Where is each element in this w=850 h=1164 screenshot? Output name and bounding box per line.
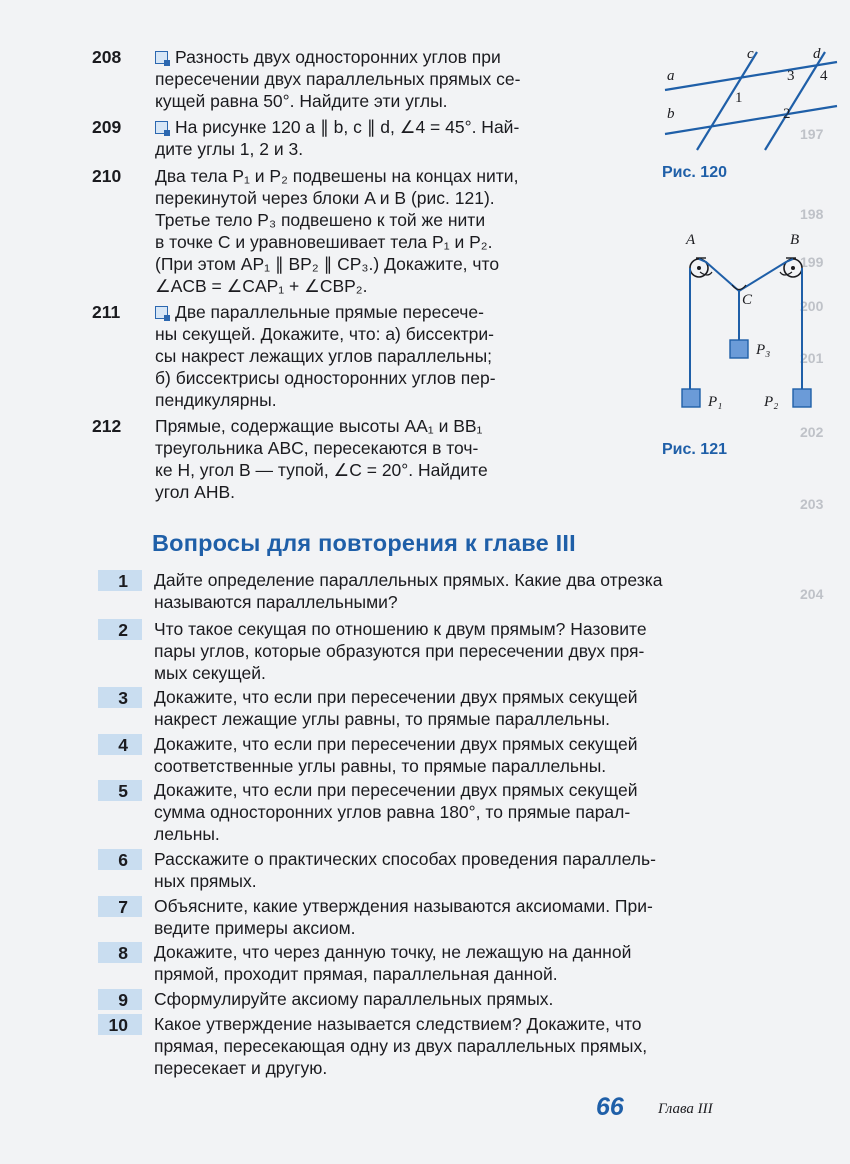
label-c: c: [747, 46, 754, 62]
chapter-label: Глава III: [658, 1101, 713, 1117]
label-C: C: [742, 292, 753, 308]
question-text: Дайте определение параллельных прямых. Какие два отрезка называются параллельными?: [154, 570, 663, 612]
exercise-marker-icon: [155, 306, 168, 319]
problem-text: Два тела P₁ и P₂ подвешены на концах нити, перекинутой через блоки A и B (рис. 121). Третье тело P₃ подвешено к той же нити в точке C и уравновешивает тела P₁ и P₂. (При этом AP₁ ∥ BP₂ ∥ CP₃.) Докажите, что ∠ACB = ∠CAP₁ + ∠CBP₂.: [155, 166, 519, 296]
question-number: 2: [98, 619, 142, 640]
figure-120-caption: Рис. 120: [662, 164, 727, 181]
question-text: Докажите, что если при пересечении двух прямых секущей сумма односторонних углов равна 180°, то прямые парал- лельны.: [154, 780, 638, 844]
line-b: [665, 106, 837, 134]
line-c: [697, 52, 757, 150]
bleed-through-number: 199: [800, 254, 824, 270]
problem-text: На рисунке 120 a ∥ b, c ∥ d, ∠4 = 45°. Най- дите углы 1, 2 и 3.: [155, 117, 520, 159]
label-B: B: [790, 232, 800, 248]
label-P3: P₃: [756, 342, 771, 358]
page-number: 66: [596, 1093, 624, 1121]
bleed-through-number: 204: [800, 586, 824, 602]
weight-P2: [793, 389, 811, 407]
string: [699, 259, 793, 291]
problem-number: 211: [92, 302, 121, 322]
label-d: d: [813, 46, 821, 62]
figure-121: [672, 228, 822, 428]
angle-label-2: 2: [783, 106, 791, 122]
question-number: 4: [98, 734, 142, 755]
question-number: 9: [98, 989, 142, 1010]
exercise-marker-icon: [155, 121, 168, 134]
problem-text: Разность двух односторонних углов при пересечении двух параллельных прямых се- кущей равна 50°. Найдите эти углы.: [155, 47, 521, 111]
label-a: a: [667, 68, 675, 84]
question-text: Сформулируйте аксиому параллельных прямых.: [154, 989, 554, 1009]
problem-number: 212: [92, 416, 122, 436]
question-number: 7: [98, 896, 142, 917]
bleed-through-number: 201: [800, 350, 824, 366]
figure-121-caption: Рис. 121: [662, 441, 727, 458]
problem-number: 209: [92, 117, 122, 137]
question-number: 6: [98, 849, 142, 870]
question-text: Что такое секущая по отношению к двум прямым? Назовите пары углов, которые образуются при пересечении двух пря- мых секущей.: [154, 619, 647, 683]
line-d: [765, 52, 825, 150]
question-text: Расскажите о практических способах проведения параллель- ных прямых.: [154, 849, 656, 891]
question-number: 3: [98, 687, 142, 708]
section-title: Вопросы для повторения к главе III: [152, 530, 576, 556]
figure-120: [655, 42, 845, 154]
bleed-through-number: 202: [800, 424, 824, 440]
question-number: 5: [98, 780, 142, 801]
problem-number: 210: [92, 166, 122, 186]
question-text: Докажите, что если при пересечении двух прямых секущей накрест лежащие углы равны, то прямые параллельны.: [154, 687, 638, 729]
weight-P1: [682, 389, 700, 407]
question-number: 10: [98, 1014, 142, 1035]
angle-label-3: 3: [787, 68, 795, 84]
question-number: 1: [98, 570, 142, 591]
question-number: 8: [98, 942, 142, 963]
exercise-marker-icon: [155, 51, 168, 64]
bleed-through-number: 200: [800, 298, 824, 314]
question-text: Докажите, что через данную точку, не лежащую на данной прямой, проходит прямая, параллельная данной.: [154, 942, 632, 984]
question-text: Докажите, что если при пересечении двух прямых секущей соответственные углы равны, то прямые параллельны.: [154, 734, 638, 776]
label-A: A: [686, 232, 696, 248]
bleed-through-number: 203: [800, 496, 824, 512]
weight-P3: [730, 340, 748, 358]
label-P2: P₂: [764, 394, 779, 410]
label-b: b: [667, 106, 675, 122]
angle-label-1: 1: [735, 90, 743, 106]
problem-number: 208: [92, 47, 122, 67]
bleed-through-number: 198: [800, 206, 824, 222]
angle-label-4: 4: [820, 68, 828, 84]
label-P1: P₁: [708, 394, 723, 410]
question-text: Объясните, какие утверждения называются аксиомами. При- ведите примеры аксиом.: [154, 896, 653, 938]
bleed-through-number: 197: [800, 126, 824, 142]
question-text: Какое утверждение называется следствием? Докажите, что прямая, пересекающая одну из двух параллельных прямых, пересекает и другую.: [154, 1014, 648, 1078]
problem-text: Две параллельные прямые пересече- ны секущей. Докажите, что: а) биссектри- сы накрест лежащих углов параллельны; б) биссектрисы односторонних углов пер- пендикулярны.: [155, 302, 496, 410]
problem-text: Прямые, содержащие высоты AA₁ и BB₁ треугольника ABC, пересекаются в точ- ке H, угол B — тупой, ∠C = 20°. Найдите угол AHB.: [155, 416, 488, 502]
